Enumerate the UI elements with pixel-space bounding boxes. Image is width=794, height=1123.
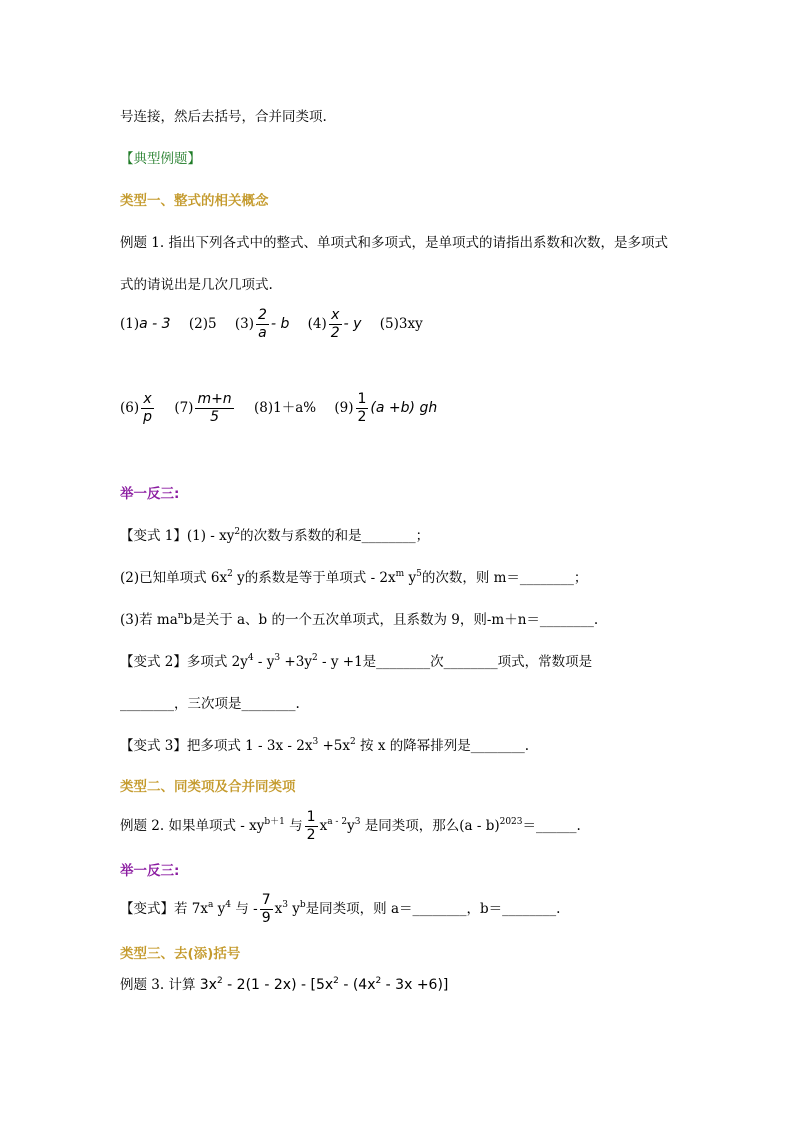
- intro-text-line: 号连接，然后去括号，合并同类项.: [120, 109, 327, 125]
- example1-items-row1: (1)a - 3 (2)5 (3) $\frac{2}{a}$ - b (4) $\frac{x}{2}$ - y (5)3xy: [120, 307, 423, 341]
- item6-fraction: $\frac{x}{p}$: [143, 391, 153, 425]
- item1-expr: a - 3: [139, 316, 171, 332]
- practice1-heading: 举一反三:: [120, 486, 180, 502]
- practice2-heading: 举一反三:: [120, 863, 180, 879]
- type1-heading: 类型一、整式的相关概念: [120, 193, 269, 209]
- example1-items-row2: (6) $\frac{x}{p}$ (7) $\frac{m+n}{5}$ (8)1＋a% (9) $\frac{1}{2}$ (a +b) gh: [120, 391, 438, 425]
- example2-fraction: $\frac{1}{2}$: [306, 809, 316, 843]
- type2-heading: 类型二、同类项及合并同类项: [120, 779, 296, 795]
- variant2-line2: ________，三次项是________.: [120, 696, 300, 712]
- variant1-line2: (2)已知单项式 $6x^2$ y的系数是等于单项式 - $2x^m$ $y^5$的次数，则 m＝________；: [120, 569, 588, 586]
- variant-type2-line: 【变式】若 $7x^a$ $y^4$ 与 - $\frac{7}{9}$ $x^3$ $y^b$是同类项，则 a＝________，b＝________.: [120, 892, 561, 926]
- item8: (8)1＋a%: [253, 400, 317, 416]
- variant1-line3: (3)若 $ma^nb$是关于 a、b 的一个五次单项式，且系数为 9，则-m＋n＝________.: [120, 611, 599, 628]
- example1-text: 例题 1. 指出下列各式中的整式、单项式和多项式，是单项式的请指出系数和次数，是多项式: [120, 235, 668, 251]
- variant-fraction: $\frac{7}{9}$: [261, 892, 271, 926]
- example3-expression: $3x^2 - 2(1 - 2x) - [5x^2 - (4x^2 - 3x +6)]$: [199, 976, 449, 993]
- item2: (2)5: [188, 316, 217, 332]
- item4-fraction: $\frac{x}{2}$: [330, 307, 340, 341]
- variant3-line: 【变式 3】把多项式 $1 - 3x - 2x^3 +5x^2$ 按 x 的降幂排列是________.: [120, 737, 530, 754]
- type3-heading: 类型三、去(添)括号: [120, 946, 241, 962]
- variant1-line1: 【变式 1】$(1) - xy^2$的次数与系数的和是________；: [120, 527, 430, 544]
- example2-line: 例题 2. 如果单项式 - $xy^{b+1}$ 与 $\frac{1}{2}$ $x^{a - 2}y^3$ 是同类项，那么(a - b)$^{2023}$＝______.: [120, 809, 581, 843]
- item5: (5)3xy: [379, 316, 423, 332]
- item7-fraction: $\frac{m+n}{5}$: [197, 391, 232, 425]
- item9-fraction: $\frac{1}{2}$: [357, 391, 367, 425]
- typical-examples-heading: 【典型例题】: [120, 151, 201, 167]
- example3-line: 例题 3. 计算 $3x^2 - 2(1 - 2x) - [5x^2 - (4x^2 - 3x +6)]$: [120, 976, 449, 993]
- item3-fraction: $\frac{2}{a}$: [258, 307, 267, 341]
- example1-text-cont: 式的请说出是几次几项式.: [120, 277, 273, 293]
- variant2-line1: 【变式 2】多项式 $2y^4 - y^3 +3y^2 - y +1$是________次________项式，常数项是: [120, 653, 593, 670]
